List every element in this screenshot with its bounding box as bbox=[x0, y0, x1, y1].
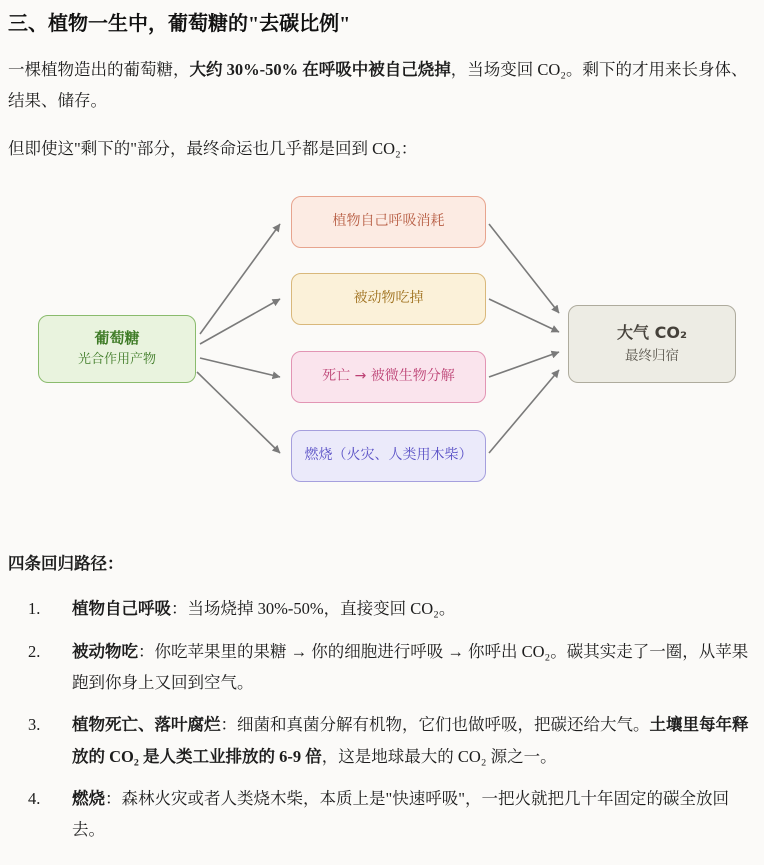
intro-paragraph bbox=[8, 54, 752, 117]
list-item-3-label: 植物死亡、落叶腐烂 bbox=[72, 715, 221, 735]
list-item-2 bbox=[8, 636, 752, 699]
node-atmosphere-co2-subtitle: 最终归宿 bbox=[625, 347, 679, 364]
node-glucose bbox=[38, 315, 196, 383]
list-item-4-label: 燃烧 bbox=[72, 789, 105, 809]
list-item-3-bold-fact: 土壤里每年释放的 CO₂ 是人类工业排放的 6-9 倍 bbox=[72, 715, 749, 766]
intro-text-post: ，当场变回 CO₂。剩下的才用来长身体、结果、储存。 bbox=[8, 60, 748, 111]
arrow-source-to-respiration bbox=[200, 224, 280, 334]
node-glucose-subtitle: 光合作用产物 bbox=[77, 352, 156, 368]
page-title: 三、植物一生中，葡萄糖的"去碳比例" bbox=[8, 13, 351, 35]
list-item-1-number: 1. bbox=[28, 599, 41, 619]
list-item-4-text bbox=[72, 783, 752, 846]
list-item-3 bbox=[8, 709, 752, 772]
carbon-flow-diagram bbox=[8, 168, 752, 518]
intro-text-bold: 大约 30%-50% 在呼吸中被自己烧掉 bbox=[189, 60, 451, 79]
list-item-1-label: 植物自己呼吸 bbox=[72, 599, 171, 619]
list-item-2-text bbox=[72, 636, 752, 699]
node-death-decomposition-label: 死亡 → 被微生物分解 bbox=[322, 368, 455, 385]
arrow-death-to-sink bbox=[489, 352, 559, 377]
node-plant-respiration bbox=[291, 196, 486, 248]
list-item-4 bbox=[8, 783, 752, 846]
arrow-burning-to-sink bbox=[489, 370, 559, 453]
arrow-source-to-burning bbox=[197, 372, 280, 453]
node-eaten-by-animals bbox=[291, 273, 486, 325]
node-atmosphere-co2 bbox=[568, 305, 736, 383]
list-item-3-body-2: ，这是地球最大的 CO₂ 源之一。 bbox=[321, 746, 557, 766]
node-combustion bbox=[291, 430, 486, 482]
node-combustion-label: 燃烧（火灾、人类用木柴） bbox=[304, 447, 473, 464]
list-item-1-text bbox=[72, 593, 752, 624]
arrow-eaten-to-sink bbox=[489, 299, 559, 332]
node-eaten-by-animals-label: 被动物吃掉 bbox=[353, 290, 424, 307]
node-atmosphere-co2-title: 大气 CO₂ bbox=[617, 323, 687, 343]
list-item-3-body-1: ：细菌和真菌分解有机物，它们也做呼吸，把碳还给大气。 bbox=[220, 715, 650, 735]
arrow-respiration-to-sink bbox=[489, 224, 559, 313]
list-item-4-body: ：森林火灾或者人类烧木柴，本质上是"快速呼吸"，一把火就把几十年固定的碳全放回去。 bbox=[72, 789, 729, 840]
leadin-paragraph: 但即使这"剩下的"部分，最终命运也几乎都是回到 CO₂： bbox=[8, 138, 418, 158]
intro-text-pre: 一棵植物造出的葡萄糖， bbox=[8, 60, 190, 79]
list-item-1-body: ：当场烧掉 30%-50%，直接变回 CO₂。 bbox=[171, 599, 456, 619]
list-item-4-number: 4. bbox=[28, 789, 41, 809]
node-plant-respiration-label: 植物自己呼吸消耗 bbox=[332, 213, 445, 230]
arrow-source-to-eaten bbox=[200, 299, 280, 344]
node-glucose-title: 葡萄糖 bbox=[94, 329, 140, 348]
list-item-2-body: ：你吃苹果里的果糖 → 你的细胞进行呼吸 → 你呼出 CO₂。碳其实走了一圈，从苹果跑到你身上又回到空气。 bbox=[72, 641, 749, 693]
return-paths-list bbox=[8, 593, 752, 845]
list-item-2-label: 被动物吃 bbox=[72, 641, 138, 661]
list-item-3-text bbox=[72, 709, 752, 772]
node-death-decomposition bbox=[291, 351, 486, 403]
list-item-2-number: 2. bbox=[28, 641, 41, 661]
list-item-3-number: 3. bbox=[28, 715, 41, 735]
arrow-source-to-death bbox=[200, 358, 280, 377]
list-item-1 bbox=[8, 593, 752, 624]
list-heading: 四条回归路径： bbox=[8, 554, 124, 574]
